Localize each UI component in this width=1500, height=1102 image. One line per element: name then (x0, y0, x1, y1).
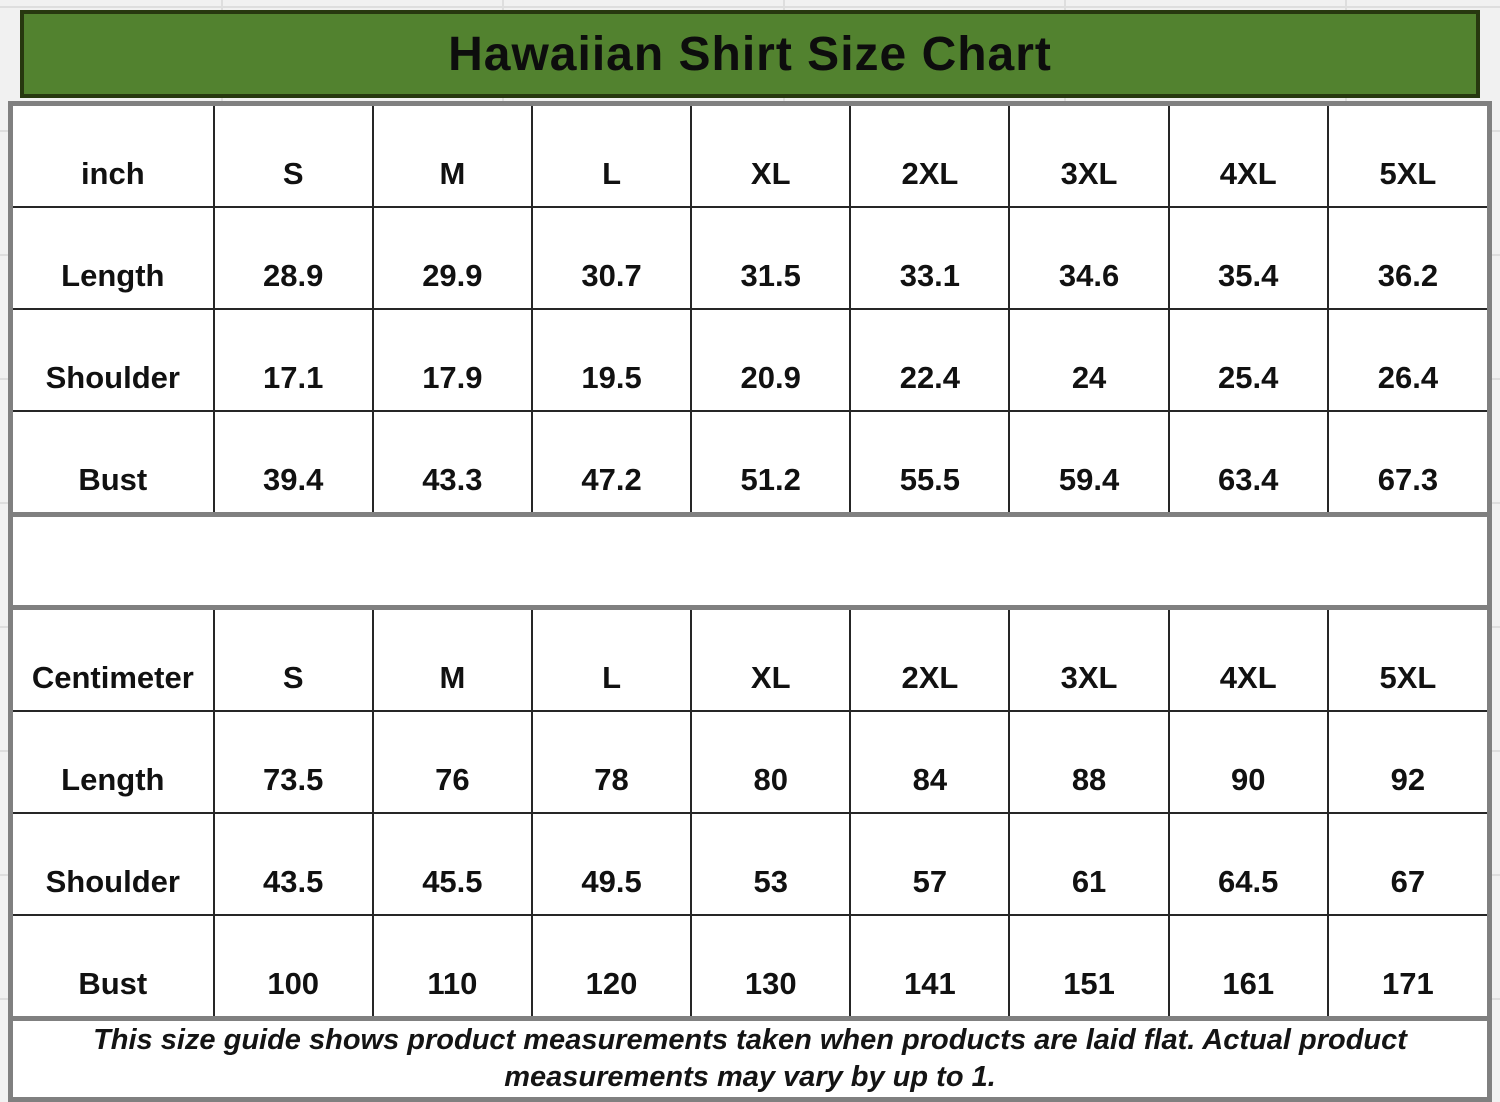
measurement-value-cell: 47.2 (532, 411, 691, 512)
measurement-value-cell: 61 (1009, 813, 1168, 915)
unit-label: inch (13, 106, 214, 207)
measurement-value-cell: 73.5 (214, 711, 373, 813)
measurement-value-cell: 30.7 (532, 207, 691, 309)
measurement-value-cell: 34.6 (1009, 207, 1168, 309)
measurement-value-cell: 100 (214, 915, 373, 1016)
size-column-header: 5XL (1328, 106, 1487, 207)
measurement-value-cell: 19.5 (532, 309, 691, 411)
measurement-row (13, 813, 1487, 915)
size-column-header: XL (691, 106, 850, 207)
size-chart-grid (8, 101, 1492, 1102)
measurement-value-cell: 88 (1009, 711, 1168, 813)
measurement-value-cell: 63.4 (1169, 411, 1328, 512)
centimeter-size-table (13, 610, 1487, 1016)
chart-title-bar (20, 10, 1480, 98)
measurement-value-cell: 120 (532, 915, 691, 1016)
measurement-value-cell: 28.9 (214, 207, 373, 309)
measurement-value-cell: 67 (1328, 813, 1487, 915)
measurement-value-cell: 33.1 (850, 207, 1009, 309)
size-column-header: 4XL (1169, 106, 1328, 207)
measurement-value-cell: 55.5 (850, 411, 1009, 512)
measurement-value-cell: 78 (532, 711, 691, 813)
measurement-row (13, 711, 1487, 813)
measurement-value-cell: 92 (1328, 711, 1487, 813)
chart-title: Hawaiian Shirt Size Chart (448, 27, 1052, 81)
measurement-value-cell: 17.1 (214, 309, 373, 411)
measurement-value-cell: 36.2 (1328, 207, 1487, 309)
measurement-value-cell: 59.4 (1009, 411, 1168, 512)
measurement-value-cell: 26.4 (1328, 309, 1487, 411)
measurement-row (13, 411, 1487, 512)
size-column-header: S (214, 610, 373, 711)
size-column-header: 5XL (1328, 610, 1487, 711)
measurement-value-cell: 110 (373, 915, 532, 1016)
inch-size-table (13, 106, 1487, 512)
measurement-value-cell: 45.5 (373, 813, 532, 915)
measurement-label: Bust (13, 411, 214, 512)
measurement-value-cell: 17.9 (373, 309, 532, 411)
measurement-value-cell: 22.4 (850, 309, 1009, 411)
size-column-header: 2XL (850, 610, 1009, 711)
measurement-value-cell: 171 (1328, 915, 1487, 1016)
measurement-value-cell: 31.5 (691, 207, 850, 309)
size-column-header: 2XL (850, 106, 1009, 207)
measurement-value-cell: 151 (1009, 915, 1168, 1016)
measurement-row (13, 309, 1487, 411)
measurement-value-cell: 53 (691, 813, 850, 915)
measurement-value-cell: 43.3 (373, 411, 532, 512)
measurement-value-cell: 20.9 (691, 309, 850, 411)
size-column-header: 4XL (1169, 610, 1328, 711)
measurement-value-cell: 90 (1169, 711, 1328, 813)
measurement-value-cell: 35.4 (1169, 207, 1328, 309)
size-column-header: M (373, 610, 532, 711)
measurement-value-cell: 76 (373, 711, 532, 813)
measurement-label: Bust (13, 915, 214, 1016)
size-header-row (13, 610, 1487, 711)
size-guide-note-line1: This size guide shows product measurements taken when products are laid flat. Actual product (93, 1024, 1407, 1056)
size-column-header: S (214, 106, 373, 207)
size-column-header: XL (691, 610, 850, 711)
measurement-value-cell: 24 (1009, 309, 1168, 411)
size-column-header: 3XL (1009, 106, 1168, 207)
unit-label: Centimeter (13, 610, 214, 711)
measurement-value-cell: 51.2 (691, 411, 850, 512)
measurement-label: Shoulder (13, 813, 214, 915)
measurement-label: Length (13, 207, 214, 309)
size-guide-note-line2: measurements may vary by up to 1. (504, 1061, 996, 1093)
measurement-label: Length (13, 711, 214, 813)
measurement-value-cell: 64.5 (1169, 813, 1328, 915)
measurement-value-cell: 29.9 (373, 207, 532, 309)
size-guide-note (13, 1016, 1487, 1097)
measurement-value-cell: 43.5 (214, 813, 373, 915)
spacer-row (13, 512, 1487, 610)
measurement-value-cell: 49.5 (532, 813, 691, 915)
size-column-header: L (532, 610, 691, 711)
measurement-value-cell: 141 (850, 915, 1009, 1016)
measurement-row (13, 207, 1487, 309)
measurement-value-cell: 25.4 (1169, 309, 1328, 411)
measurement-value-cell: 67.3 (1328, 411, 1487, 512)
size-column-header: M (373, 106, 532, 207)
measurement-value-cell: 130 (691, 915, 850, 1016)
measurement-value-cell: 57 (850, 813, 1009, 915)
measurement-value-cell: 39.4 (214, 411, 373, 512)
size-column-header: L (532, 106, 691, 207)
measurement-value-cell: 80 (691, 711, 850, 813)
size-header-row (13, 106, 1487, 207)
measurement-value-cell: 84 (850, 711, 1009, 813)
measurement-label: Shoulder (13, 309, 214, 411)
measurement-value-cell: 161 (1169, 915, 1328, 1016)
size-column-header: 3XL (1009, 610, 1168, 711)
measurement-row (13, 915, 1487, 1016)
